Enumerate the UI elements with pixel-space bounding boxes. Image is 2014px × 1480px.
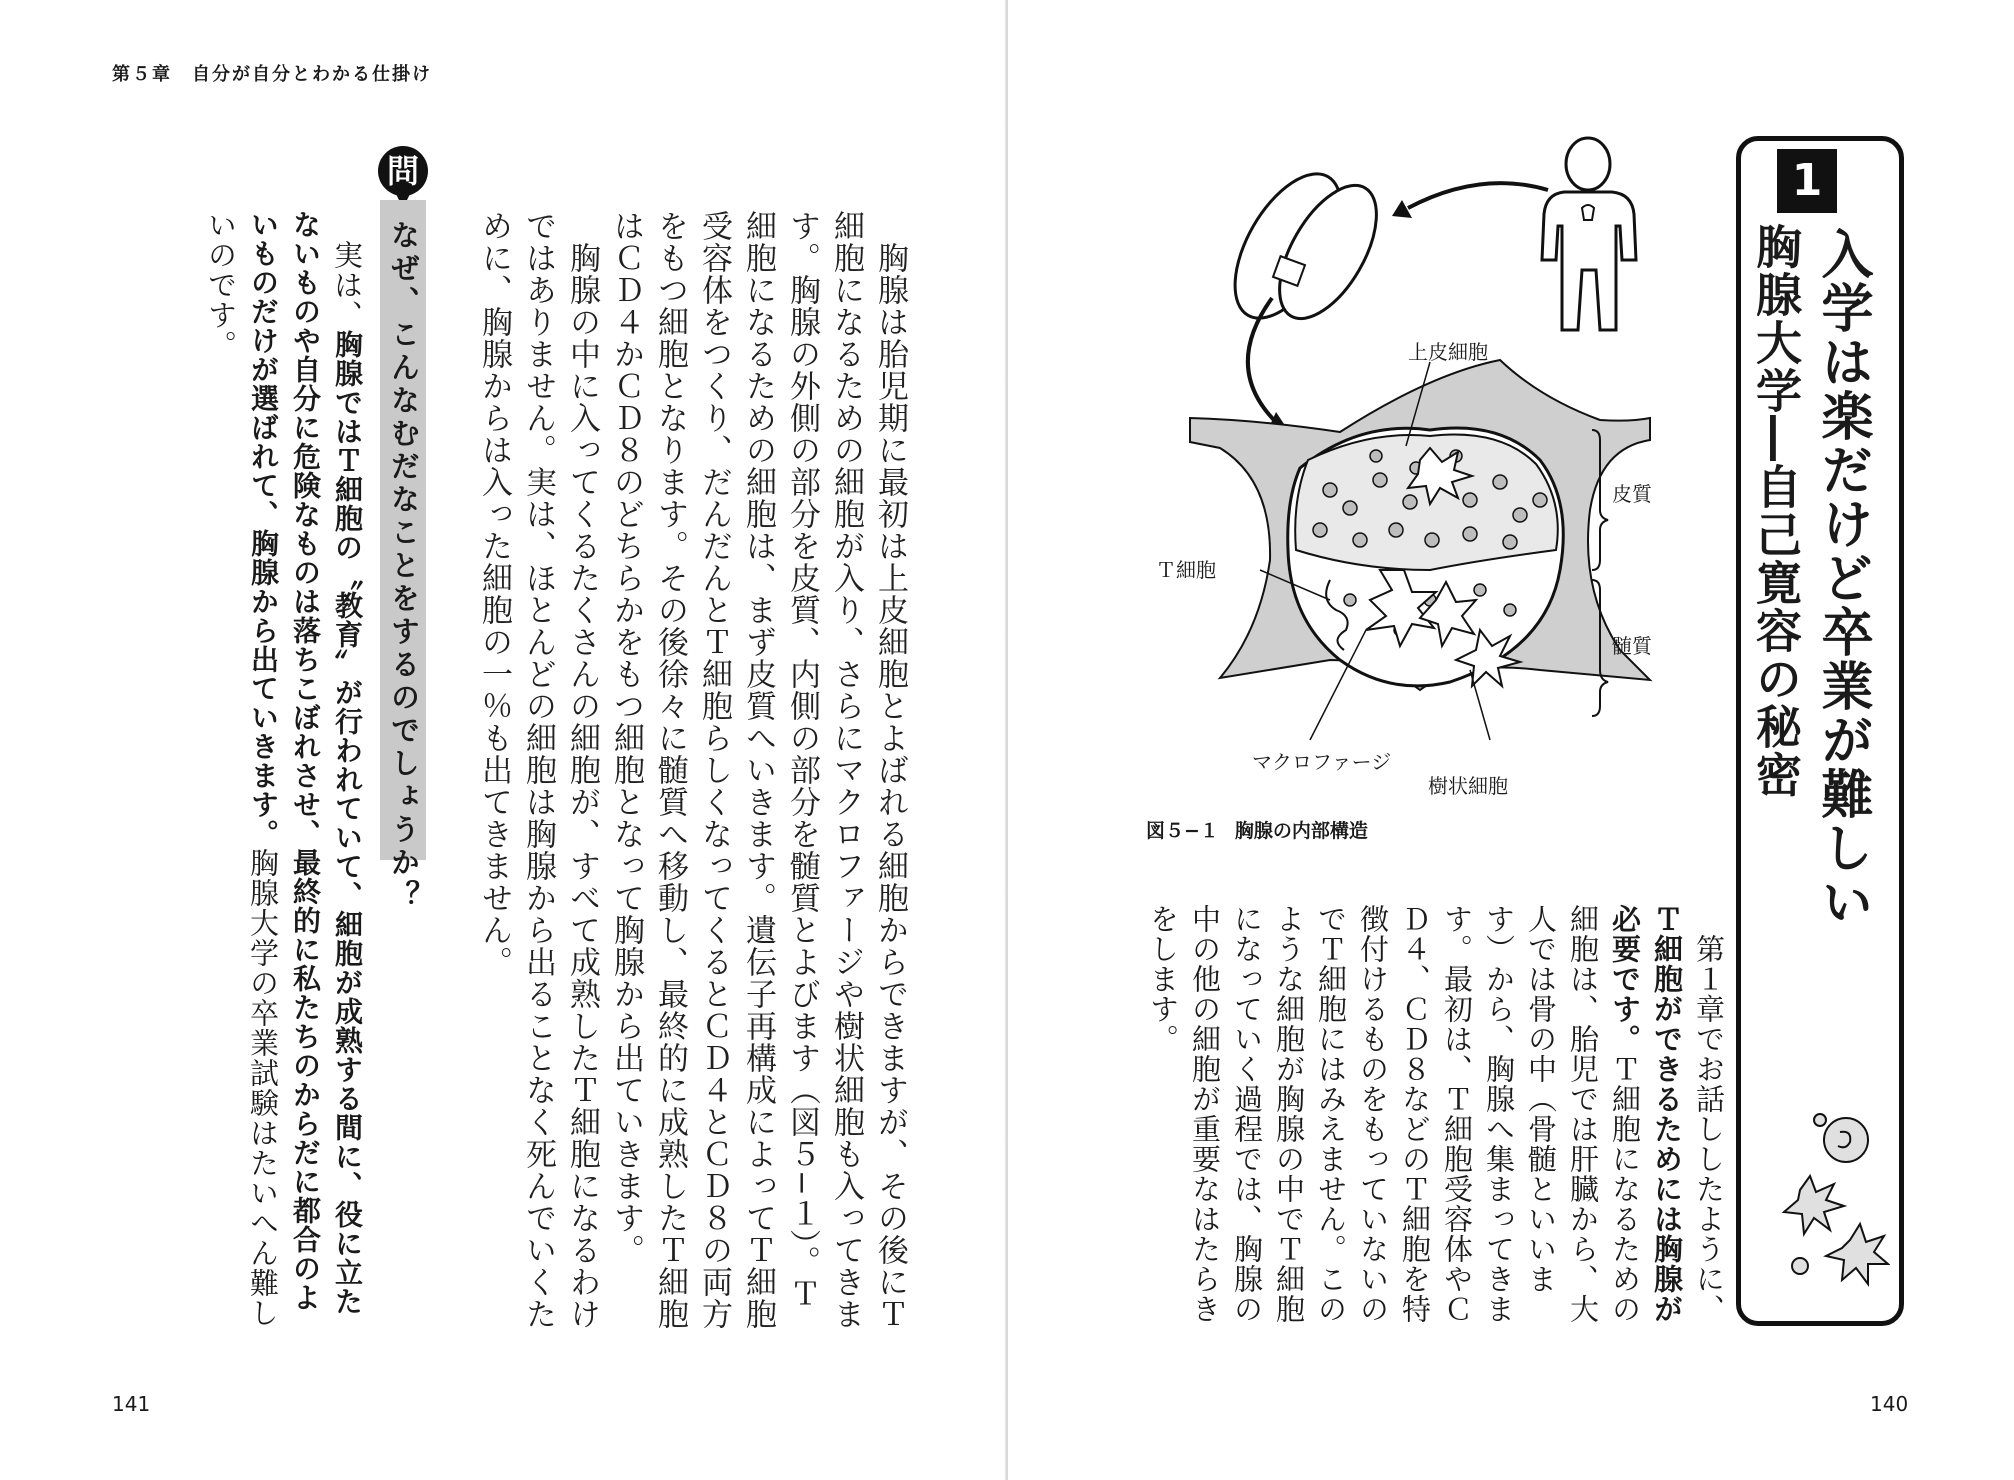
label-t-cell: Ｔ細胞 <box>1156 558 1216 582</box>
human-figure-icon <box>1542 138 1636 330</box>
section-number: 1 <box>1777 149 1837 213</box>
question-text: なぜ、こんなむだなことをするのでしょうか？ <box>387 220 421 913</box>
label-epithelial: 上皮細胞 <box>1408 340 1488 364</box>
figure-caption <box>1146 816 1368 843</box>
figure-caption-text: 胸腺の内部構造 <box>1234 820 1368 842</box>
section-subtitle: 胸腺大学―自己寛容の秘密 <box>1749 223 1803 799</box>
right-body-bold: Ｔ細胞ができるためには胸腺が必要です。 <box>1608 904 1684 1324</box>
label-medulla: 髄質 <box>1612 634 1652 658</box>
body-paragraph-1: 胸腺は胎児期に最初は上皮細胞とよばれる細胞からできますが、その後にＴ細胞になるための細胞が入り、さらにマクロファージや樹状細胞も入ってきます。胸腺の外側の部分を皮質、内側の部分を髄質とよびます（図５−１）。Ｔ細胞になるための細胞は、まず皮質へいきます。遺伝子再構成によってＴ細胞受容体をつくり、だんだんとＴ細胞らしくなってくるとＣＤ４とＣＤ８の両方をもつ細胞となります。その後徐々に髄質へ移動し、最終的に成熟したＴ細胞はＣＤ４かＣＤ８のどちらかをもつ細胞となって胸腺から出ていきます。 胸腺の中に入ってくるたくさんの細胞が、すべて成熟したＴ細胞になるわけではありません。実は、ほとんどの細胞は胸腺から出ることなく死んでいくために、胸腺からは入った細胞の一％も出てきません。 <box>476 210 908 1330</box>
answer-paragraph <box>200 210 368 1330</box>
right-body-paragraph <box>1142 904 1730 1334</box>
answer-lead: 実は、 <box>330 210 364 330</box>
thymus-organ-icon <box>1213 157 1396 336</box>
section-title: 入学は楽だけど卒業が難しい <box>1812 227 1872 929</box>
page-number-right: 140 <box>1870 1392 1909 1416</box>
cell-decoration-icon <box>1760 1080 1890 1290</box>
thymus-figure <box>1180 130 1740 770</box>
right-body-lead: 第１章でお話ししたように、 <box>1692 904 1726 1324</box>
left-page <box>0 0 1006 1480</box>
label-dendritic: 樹状細胞 <box>1428 774 1508 798</box>
question-icon: 問 <box>378 146 428 196</box>
figure-number: 図５−１ <box>1146 820 1219 842</box>
body-paragraph-2-text: 胸腺の中に入ってくるたくさんの細胞が、すべて成熟したＴ細胞になるわけではありません。実は、ほとんどの細胞は胸腺から出ることなく死んでいくために、胸腺からは入った細胞の一％も出てきません。 <box>476 210 600 1330</box>
page-number-left: 141 <box>112 1392 151 1416</box>
answer-tail: 胸腺大学の卒業試験はたいへん難しいのです。 <box>204 210 280 1328</box>
label-cortex: 皮質 <box>1612 482 1652 506</box>
lobule-diagram <box>1190 360 1650 690</box>
answer-bold: 胸腺ではＴ細胞の〝教育〟が行われていて、細胞が成熟する間に、役に立たないものや自分に危険なものは落ちこぼれさせ、最終的に私たちのからだに都合のよいものだけが選ばれて、胸腺から出ていきます。 <box>247 210 364 1316</box>
right-body-rest: Ｔ細胞になるための細胞は、胎児では肝臓から、大人では骨の中（骨髄といいます）から、胸腺へ集まってきます。最初は、Ｔ細胞受容体やＣＤ４、ＣＤ８などのＴ細胞を特徴付けるものをもっていないのでＴ細胞にはみえません。このような細胞が胸腺の中でＴ細胞になっていく過程では、胸腺の中の他の細胞が重要なはたらきをします。 <box>1146 904 1642 1324</box>
arrow-1-icon <box>1408 183 1548 208</box>
running-head: 第５章 自分が自分とわかる仕掛け <box>112 64 432 85</box>
label-macrophage: マクロファージ <box>1252 750 1392 774</box>
